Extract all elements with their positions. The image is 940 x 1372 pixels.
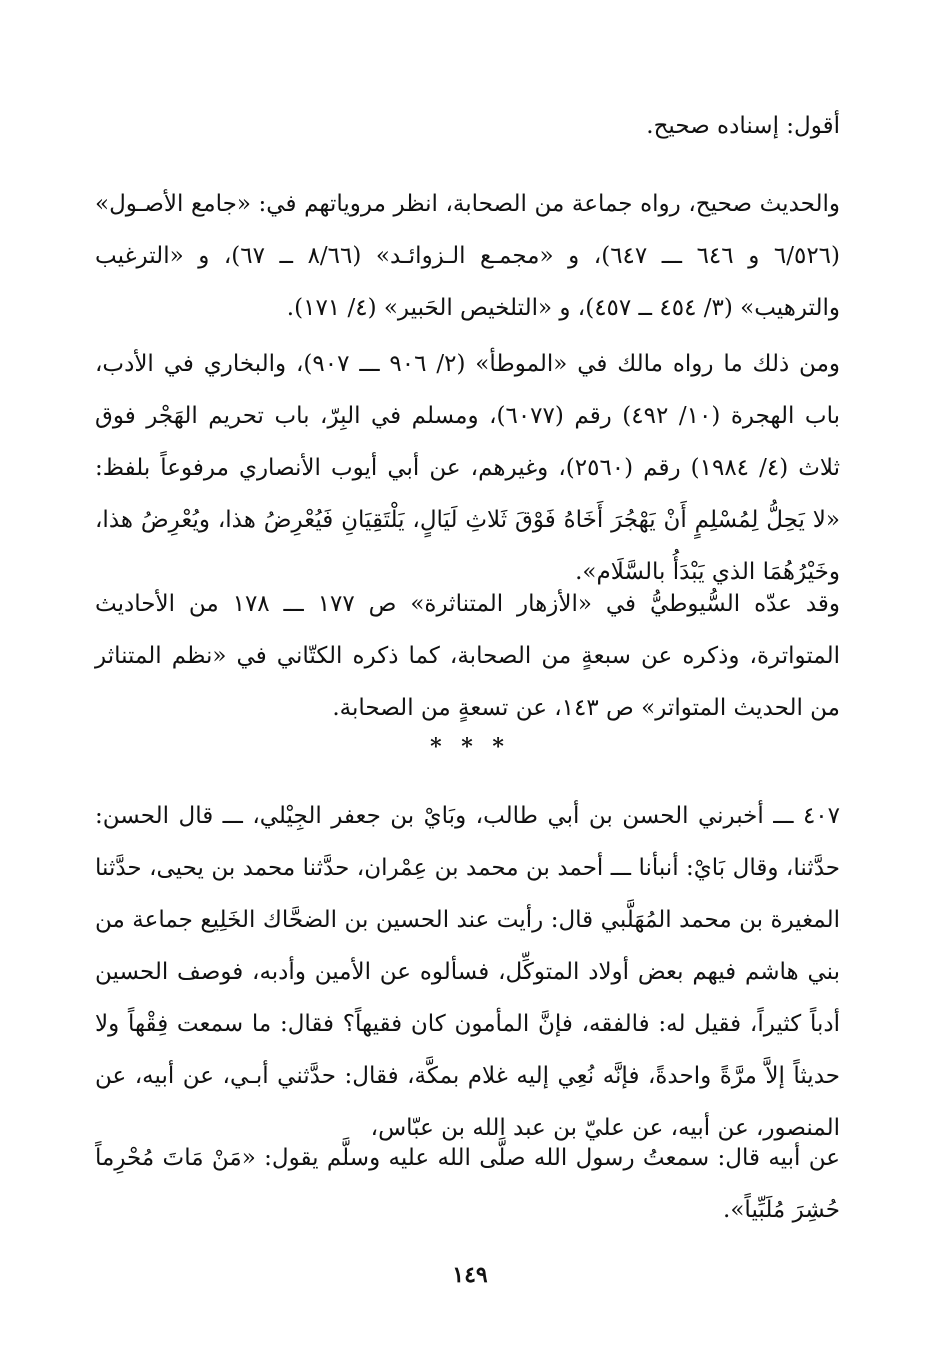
intro-line: أقول: إسناده صحيح. (646, 113, 840, 139)
page-number: ١٤٩ (452, 1262, 488, 1288)
paragraph-hadith-sources: والحديث صحيح، رواه جماعة من الصحابة، انظر مروياتهم في: «جامع الأصـول» (٦/٥٢٦ و ٦٤٦ ـــ ٦٤٧)، و «مجمـع الـزوائـد» (٨/٦٦ ــ ٦٧)، و «الترغيب والترهيب» (٣/ ٤٥٤ ــ ٤٥٧)، و «التلخيص الحَبير» (٤/ ١٧١). (95, 191, 841, 321)
paragraph-muwatta-narration: ومن ذلك ما رواه مالك في «الموطأ» (٢/ ٩٠٦ ـــ ٩٠٧)، والبخاري في الأدب، باب الهجرة (١٠/ ٤٩٢) رقم (٦٠٧٧)، ومسلم في البِرّ، باب تحريم الهَجْر فوق ثلاث (٤/ ١٩٨٤) رقم (٢٥٦٠)، وغيرهم، عن أبي أيوب الأنصاري مرفوعاً بلفظ: «لا يَحِلُّ لِمُسْلِمٍ أَنْ يَهْجُرَ أَخَاهُ فَوْقَ ثَلاثِ لَيَالٍ، يَلْتَقِيَانِ فَيُعْرِضُ هذا، ويُعْرِضُ هذا، وخَيْرُهُمَا الذي يَبْدَأُ بالسَّلَام». (95, 351, 841, 585)
section-separator: * * * (430, 734, 510, 760)
paragraph-hadith-407-end: عن أبيه قال: سمعتُ رسول الله صلَّى الله عليه وسلَّم يقول: «مَنْ مَاتَ مُحْرِماً حُشِرَ مُلَبِّياً». (95, 1145, 840, 1223)
paragraph-hadith-407: ٤٠٧ ـــ أخبرني الحسن بن أبي طالب، وبَايْ بن جعفر الجِيْلي، ـــ قال الحسن: حدَّثنا، وقال بَايْ: أنبأنا ـــ أحمد بن محمد بن عِمْران، حدَّثنا محمد بن يحيى، حدَّثنا المغيرة بن محمد المُهَلَّبي قال: رأيت عند الحسين بن الضحَّاك الخَلِيع جماعة من بني هاشم فيهم بعض أولاد المتوكِّل، فسألوه عن الأمين وأدبه، فوصف الحسين أدباً كثيراً، فقيل له: فالفقه، فإنَّ المأمون كان فقيهاً؟ فقال: ما سمعت فِقْهاً ولا حديثاً إلاَّ مرَّةً واحدةً، فإنَّه نُعِي إليه غلام بمكَّة، فقال: حدَّثني أبـي، عن أبيه، عن المنصور، عن أبيه، عن عليّ بن عبد الله بن عبّاس، (95, 803, 840, 1141)
paragraph-suyuti-note: وقد عدّه السُّيوطيُّ في «الأزهار المتناثرة» ص ١٧٧ ـــ ١٧٨ من الأحاديث المتواترة، وذكره عن سبعةٍ من الصحابة، كما ذكره الكتّاني في «نظم المتناثر من الحديث المتواتر» ص ١٤٣، عن تسعةٍ من الصحابة. (95, 591, 840, 721)
